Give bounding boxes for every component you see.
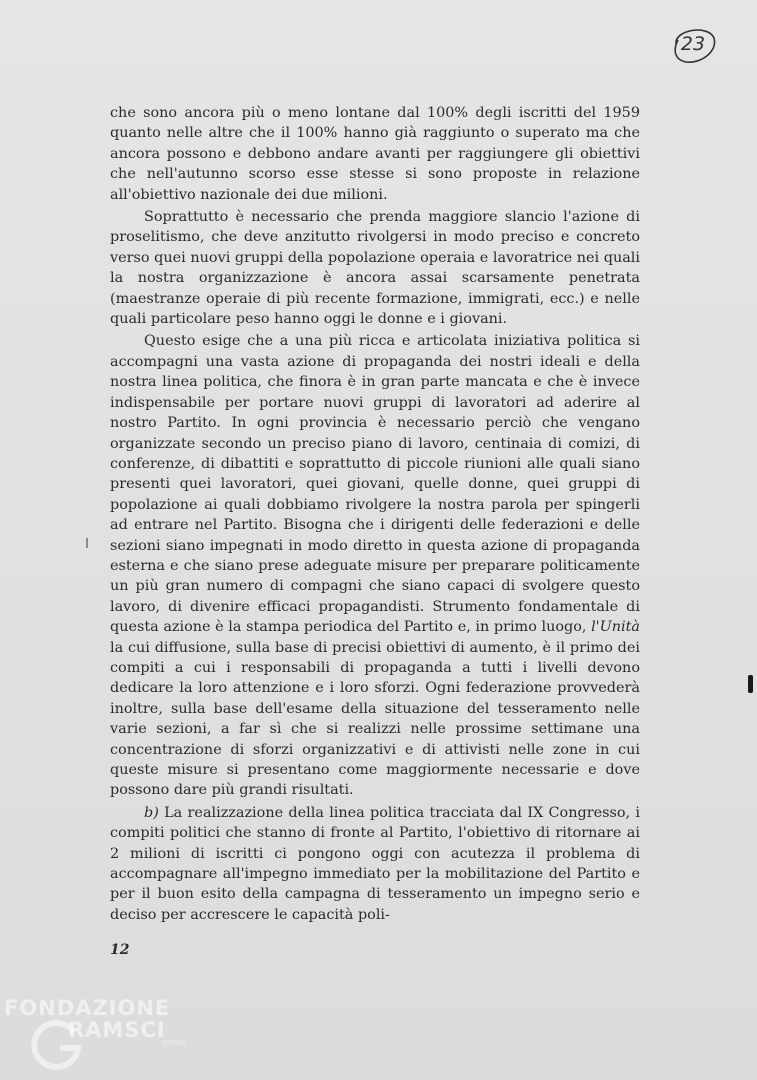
paragraph: Soprattutto è necessario che prenda maggiore slancio l'azione di proselitismo, che deve anzitutto rivolgersi in modo preciso e concreto verso quei nuovi gruppi della popolazione operaia e lavoratrice nei quali la nostra organizzazione è ancora assai scarsamente penetrata (maestranze operaie di più recente formazione, immigrati, ecc.) e nelle quali particolare peso hanno oggi le donne e i giovani. — [110, 209, 640, 328]
watermark-suffix: onlus — [162, 1038, 187, 1048]
page-number: 12 — [110, 942, 130, 958]
watermark-line1: FONDAZIONE — [4, 996, 171, 1020]
margin-mark — [86, 538, 88, 548]
page-stamp-number: 23 — [680, 33, 706, 55]
watermark-logo — [4, 996, 204, 1076]
paragraph-text: La realizzazione della linea politica tracciata dal IX Congresso, i compiti politici che stanno di fronte al Partito, l'obiettivo di ritornare ai 2 milioni di iscritti ci pongono oggi con acutezza il problema di accompagnare all'impegno immediato per la mobilitazione del Partito e per il buon esito della campagna di tesseramento un impegno serio e deciso per accrescere le capacità poli- — [110, 804, 640, 923]
paragraph — [110, 803, 640, 925]
watermark-line2: RAMSCI — [68, 1018, 166, 1042]
newspaper-title: l'Unità — [591, 619, 640, 636]
section-marker: b) — [144, 804, 159, 821]
handwritten-page-stamp — [668, 22, 718, 66]
paragraph-text: Questo esige che a una più ricca e articolata iniziativa politica si accompagni una vasta azione di propaganda dei nostri ideali e della nostra linea politica, che finora è in gran parte mancata e che è invece indispensabile per portare nuovi gruppi di lavoratori ad aderire al nostro Partito. In ogni provincia è necessario perciò che vengano organizzate secondo un preciso piano di lavoro, centinaia di comizi, di conferenze, di dibattiti e soprattutto di piccole riunioni alle quali siano presenti quei lavoratori, quei giovani, quelle donne, quei gruppi di popolazione ai quali dobbiamo rivolgere la nostra parola per spingerli ad entrare nel Partito. Bisogna che i dirigenti delle federazioni e delle sezioni siano impegnati in modo diretto in questa azione di propaganda esterna e che siano prese adeguate misure per preparare politicamente un più gran numero di compagni che siano capaci di svolgere questo lavoro, di divenire efficaci propagandisti. Strumento fondamentale di questa azione è la stampa periodica del Partito e, in primo luogo, — [110, 333, 640, 636]
paragraph: che sono ancora più o meno lontane dal 100% degli iscritti del 1959 quanto nelle altre che il 100% hanno già raggiunto o superato ma che ancora possono e debbono andare avanti per raggiungere gli obiettivi che nell'autunno scorso esse stesse si sono proposte in relazione all'obiettivo nazionale dei due milioni. — [110, 105, 640, 203]
body-text — [110, 103, 640, 925]
paragraph — [110, 331, 640, 800]
paragraph-text: la cui diffusione, sulla base di precisi obiettivi di aumento, è il primo dei compiti a cui i responsabili di propaganda a tutti i livelli devono dedicare la loro attenzione e i loro sforzi. Ogni federazione provvederà inoltre, sulla base dell'esame della situazione del tesseramento nelle varie sezioni, a far sì che si realizzi nelle prossime settimane una concentrazione di sforzi organizzativi e di attivisti nelle zone in cui queste misure si presentano come maggiormente necessarie e dove possono dare più grandi risultati. — [110, 639, 640, 799]
margin-mark — [748, 675, 753, 693]
